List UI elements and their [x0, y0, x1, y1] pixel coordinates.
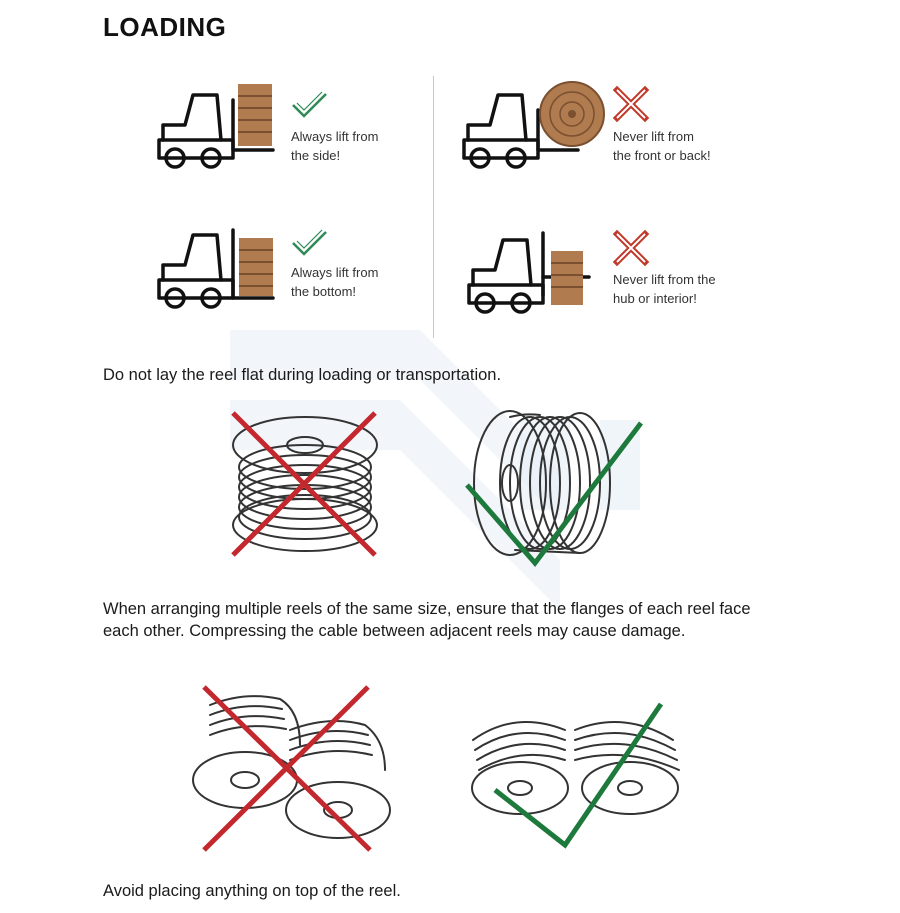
flat-warning-text: Do not lay the reel flat during loading or transportation.: [103, 366, 502, 384]
crate-icon: [239, 238, 273, 296]
crate-icon: [551, 251, 583, 305]
wooden-reel-icon: [540, 82, 604, 146]
on-top-warning-text: Avoid placing anything on top of the reel.: [103, 882, 401, 900]
cable-reel-icon: [575, 722, 679, 814]
cross-icon: [613, 86, 649, 122]
reels-misaligned-illustration: [190, 685, 390, 855]
cable-reel-icon: [474, 411, 610, 555]
forklift-bottom-lift-illustration: [155, 220, 295, 320]
rule-caption-hub: Never lift from the hub or interior!: [613, 272, 716, 306]
forklift-side-lift-illustration: [155, 80, 295, 180]
rule-caption-side: Always lift from the side!: [291, 129, 379, 163]
crate-icon: [238, 84, 272, 146]
forklift-front-lift-illustration: [460, 80, 610, 180]
page-title: LOADING: [103, 12, 227, 42]
reels-aligned-illustration: [465, 700, 695, 860]
arranging-instructions-text: When arranging multiple reels of the same size, ensure that the flanges of each reel face each other. Compressing the cable between adjacent reels may cause damage.: [103, 600, 751, 640]
cross-icon: [613, 230, 649, 266]
forklift-hub-lift-illustration: [465, 225, 605, 325]
check-icon: [290, 90, 330, 120]
check-icon: [290, 228, 330, 258]
flat-reel-illustration: [225, 405, 385, 565]
rule-caption-front-back: Never lift from the front or back!: [613, 129, 711, 163]
rule-caption-bottom: Always lift from the bottom!: [291, 265, 379, 299]
cable-reel-icon: [193, 696, 300, 808]
column-divider: [433, 76, 434, 338]
cross-icon: [204, 687, 370, 850]
cross-icon: [233, 413, 375, 555]
cable-reel-icon: [472, 722, 568, 814]
upright-reel-illustration: [465, 405, 645, 575]
